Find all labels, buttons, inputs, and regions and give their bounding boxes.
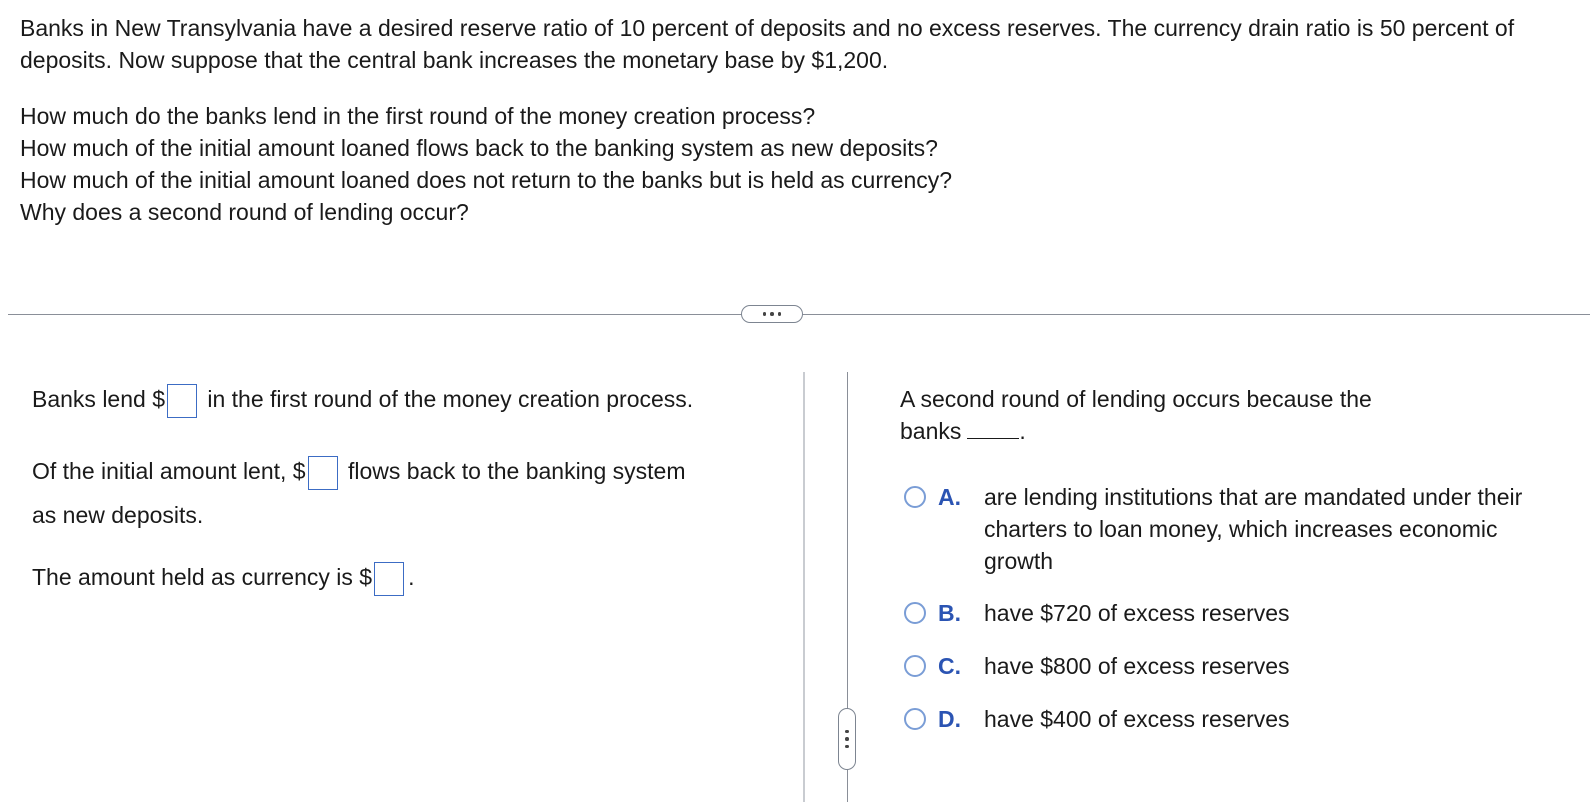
- deposits-row: [32, 456, 686, 490]
- option-a-letter: A.: [938, 484, 961, 510]
- radio-button-a[interactable]: [904, 486, 926, 508]
- option-c-letter: C.: [938, 653, 961, 679]
- sub-question-2: How much of the initial amount loaned flows back to the banking system as new deposits?: [20, 135, 938, 161]
- pane-divider: [803, 372, 805, 802]
- option-b-letter: B.: [938, 600, 961, 626]
- option-c[interactable]: [904, 650, 1544, 682]
- option-d-text: have $400 of excess reserves: [984, 706, 1290, 732]
- mc-prompt-line1: A second round of lending occurs because the: [900, 386, 1372, 412]
- lend-suffix: in the first round of the money creation process.: [207, 386, 694, 413]
- deposits-prefix: Of the initial amount lent, $: [32, 458, 306, 485]
- deposits-suffix: flows back to the banking system: [348, 458, 686, 485]
- option-a-text: are lending institutions that are mandated under their charters to loan money, which increases economic growth: [984, 484, 1523, 574]
- deposits-amount-input[interactable]: [308, 456, 338, 490]
- ellipsis-horizontal-icon[interactable]: [741, 305, 803, 323]
- sub-question-4: Why does a second round of lending occur?: [20, 199, 469, 225]
- lend-prefix: Banks lend $: [32, 386, 165, 413]
- currency-prefix: The amount held as currency is $: [32, 564, 373, 591]
- mc-prompt: [900, 383, 1550, 447]
- mc-prompt-line2: banks: [900, 418, 962, 444]
- option-d[interactable]: [904, 703, 1544, 735]
- fill-in-blank: [967, 418, 1019, 439]
- sub-question-3: How much of the initial amount loaned does not return to the banks but is held as currency?: [20, 167, 953, 193]
- sub-question-1: How much do the banks lend in the first round of the money creation process?: [20, 103, 816, 129]
- question-intro: Banks in New Transylvania have a desired reserve ratio of 10 percent of deposits and no excess reserves. The currency drain ratio is 50 percent of deposits. Now suppose that the central bank increases the monetary base by $1,200.: [20, 15, 1515, 73]
- deposits-row-continued: as new deposits.: [32, 502, 204, 528]
- option-b-text: have $720 of excess reserves: [984, 600, 1290, 626]
- multiple-choice-pane: [900, 383, 1550, 732]
- radio-button-c[interactable]: [904, 655, 926, 677]
- currency-suffix: .: [408, 564, 415, 591]
- question-text: [20, 12, 1580, 228]
- radio-button-b[interactable]: [904, 602, 926, 624]
- option-a[interactable]: [904, 481, 1544, 577]
- option-c-text: have $800 of excess reserves: [984, 653, 1290, 679]
- ellipsis-vertical-icon[interactable]: [838, 708, 856, 770]
- lend-row: [32, 384, 693, 418]
- currency-row: [32, 562, 414, 596]
- option-b[interactable]: [904, 597, 1544, 629]
- radio-button-d[interactable]: [904, 708, 926, 730]
- currency-amount-input[interactable]: [374, 562, 404, 596]
- mc-prompt-end: .: [1019, 418, 1026, 444]
- option-d-letter: D.: [938, 706, 961, 732]
- lend-amount-input[interactable]: [167, 384, 197, 418]
